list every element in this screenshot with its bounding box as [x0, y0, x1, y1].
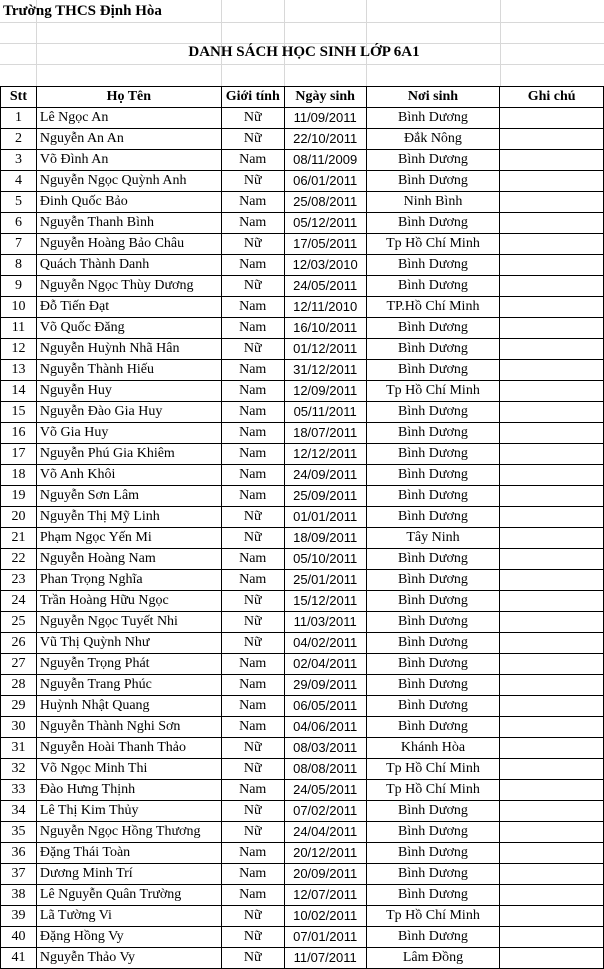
- cell-notes[interactable]: [500, 213, 604, 234]
- cell-gender[interactable]: Nữ: [221, 612, 284, 633]
- school-name: Trường THCS Định Hòa: [3, 3, 162, 19]
- cell-name[interactable]: Nguyễn Trang Phúc: [36, 675, 221, 696]
- cell-dob[interactable]: 25/01/2011: [284, 570, 366, 591]
- cell-notes[interactable]: [500, 171, 604, 192]
- cell-notes[interactable]: [500, 570, 604, 591]
- cell-gender[interactable]: Nam: [221, 465, 284, 486]
- cell-name[interactable]: Võ Quốc Đăng: [36, 318, 221, 339]
- cell-notes[interactable]: [500, 864, 604, 885]
- cell-stt[interactable]: 32: [1, 759, 37, 780]
- cell-gender[interactable]: Nữ: [221, 633, 284, 654]
- cell-dob[interactable]: 12/03/2010: [284, 255, 366, 276]
- cell-dob[interactable]: 12/07/2011: [284, 885, 366, 906]
- cell-stt[interactable]: 31: [1, 738, 37, 759]
- cell-notes[interactable]: [500, 192, 604, 213]
- table-row: [1, 654, 604, 675]
- cell-birthplace[interactable]: Bình Dương: [366, 612, 500, 633]
- cell-stt[interactable]: 1: [1, 108, 37, 129]
- cell-name[interactable]: Nguyễn Thanh Bình: [36, 213, 221, 234]
- cell-stt[interactable]: 13: [1, 360, 37, 381]
- cell-name[interactable]: Đinh Quốc Bảo: [36, 192, 221, 213]
- cell-notes[interactable]: [500, 633, 604, 654]
- cell-name[interactable]: Huỳnh Nhật Quang: [36, 696, 221, 717]
- cell-stt[interactable]: 4: [1, 171, 37, 192]
- table-row: [1, 780, 604, 801]
- table-row: [1, 570, 604, 591]
- table-row: [1, 864, 604, 885]
- table-row: [1, 486, 604, 507]
- cell-dob[interactable]: 04/02/2011: [284, 633, 366, 654]
- cell-gender[interactable]: Nam: [221, 444, 284, 465]
- cell-name[interactable]: Nguyễn Trọng Phát: [36, 654, 221, 675]
- cell-birthplace[interactable]: Ninh Bình: [366, 192, 500, 213]
- cell-stt[interactable]: 17: [1, 444, 37, 465]
- cell-birthplace[interactable]: Bình Dương: [366, 255, 500, 276]
- cell-dob[interactable]: 08/03/2011: [284, 738, 366, 759]
- cell-gender[interactable]: Nam: [221, 675, 284, 696]
- cell-birthplace[interactable]: Bình Dương: [366, 675, 500, 696]
- cell-stt[interactable]: 39: [1, 906, 37, 927]
- table-row: [1, 423, 604, 444]
- table-row: [1, 843, 604, 864]
- cell-stt[interactable]: 38: [1, 885, 37, 906]
- cell-name[interactable]: Lê Nguyễn Quân Trường: [36, 885, 221, 906]
- cell-stt[interactable]: 6: [1, 213, 37, 234]
- cell-dob[interactable]: 05/10/2011: [284, 549, 366, 570]
- cell-gender[interactable]: Nữ: [221, 276, 284, 297]
- cell-name[interactable]: Võ Đình An: [36, 150, 221, 171]
- cell-stt[interactable]: 7: [1, 234, 37, 255]
- table-row: [1, 507, 604, 528]
- cell-stt[interactable]: 37: [1, 864, 37, 885]
- cell-gender[interactable]: Nam: [221, 885, 284, 906]
- cell-name[interactable]: Đặng Thái Toàn: [36, 843, 221, 864]
- cell-gender[interactable]: Nữ: [221, 759, 284, 780]
- cell-gender[interactable]: Nam: [221, 318, 284, 339]
- cell-stt[interactable]: 28: [1, 675, 37, 696]
- cell-gender[interactable]: Nam: [221, 717, 284, 738]
- cell-notes[interactable]: [500, 906, 604, 927]
- cell-notes[interactable]: [500, 276, 604, 297]
- cell-dob[interactable]: 12/11/2010: [284, 297, 366, 318]
- cell-birthplace[interactable]: Bình Dương: [366, 927, 500, 948]
- cell-notes[interactable]: [500, 843, 604, 864]
- cell-dob[interactable]: 24/05/2011: [284, 276, 366, 297]
- cell-birthplace[interactable]: Tây Ninh: [366, 528, 500, 549]
- cell-name[interactable]: Nguyễn Hoàng Bảo Châu: [36, 234, 221, 255]
- cell-stt[interactable]: 34: [1, 801, 37, 822]
- cell-notes[interactable]: [500, 717, 604, 738]
- cell-stt[interactable]: 29: [1, 696, 37, 717]
- cell-birthplace[interactable]: Bình Dương: [366, 360, 500, 381]
- cell-stt[interactable]: 18: [1, 465, 37, 486]
- cell-name[interactable]: Nguyễn Thành Hiếu: [36, 360, 221, 381]
- cell-dob[interactable]: 20/12/2011: [284, 843, 366, 864]
- cell-notes[interactable]: [500, 465, 604, 486]
- cell-notes[interactable]: [500, 591, 604, 612]
- cell-name[interactable]: Lã Tường Vi: [36, 906, 221, 927]
- cell-dob[interactable]: 01/12/2011: [284, 339, 366, 360]
- table-row: [1, 465, 604, 486]
- cell-gender[interactable]: Nữ: [221, 906, 284, 927]
- cell-notes[interactable]: [500, 486, 604, 507]
- cell-notes[interactable]: [500, 948, 604, 969]
- cell-gender[interactable]: Nam: [221, 843, 284, 864]
- cell-stt[interactable]: 36: [1, 843, 37, 864]
- table-row: [1, 192, 604, 213]
- cell-birthplace[interactable]: Bình Dương: [366, 801, 500, 822]
- cell-stt[interactable]: 25: [1, 612, 37, 633]
- cell-gender[interactable]: Nữ: [221, 528, 284, 549]
- cell-notes[interactable]: [500, 318, 604, 339]
- cell-notes[interactable]: [500, 234, 604, 255]
- cell-birthplace[interactable]: Bình Dương: [366, 444, 500, 465]
- cell-gender[interactable]: Nam: [221, 780, 284, 801]
- cell-birthplace[interactable]: Tp Hồ Chí Minh: [366, 780, 500, 801]
- cell-stt[interactable]: 12: [1, 339, 37, 360]
- cell-birthplace[interactable]: Bình Dương: [366, 696, 500, 717]
- cell-notes[interactable]: [500, 549, 604, 570]
- cell-dob[interactable]: 17/05/2011: [284, 234, 366, 255]
- cell-notes[interactable]: [500, 360, 604, 381]
- cell-birthplace[interactable]: Tp Hồ Chí Minh: [366, 381, 500, 402]
- cell-dob[interactable]: 12/09/2011: [284, 381, 366, 402]
- cell-birthplace[interactable]: Bình Dương: [366, 570, 500, 591]
- cell-birthplace[interactable]: Bình Dương: [366, 213, 500, 234]
- cell-notes[interactable]: [500, 381, 604, 402]
- cell-birthplace[interactable]: Lâm Đồng: [366, 948, 500, 969]
- cell-notes[interactable]: [500, 255, 604, 276]
- cell-birthplace[interactable]: Bình Dương: [366, 423, 500, 444]
- cell-stt[interactable]: 3: [1, 150, 37, 171]
- cell-dob[interactable]: 22/10/2011: [284, 129, 366, 150]
- table-row: [1, 444, 604, 465]
- cell-notes[interactable]: [500, 759, 604, 780]
- cell-dob[interactable]: 25/08/2011: [284, 192, 366, 213]
- cell-notes[interactable]: [500, 129, 604, 150]
- cell-name[interactable]: Nguyễn Thị Mỹ Linh: [36, 507, 221, 528]
- cell-birthplace[interactable]: Bình Dương: [366, 318, 500, 339]
- cell-notes[interactable]: [500, 696, 604, 717]
- cell-dob[interactable]: 07/01/2011: [284, 927, 366, 948]
- cell-stt[interactable]: 21: [1, 528, 37, 549]
- cell-gender[interactable]: Nam: [221, 864, 284, 885]
- cell-birthplace[interactable]: Tp Hồ Chí Minh: [366, 906, 500, 927]
- table-header-row: [1, 87, 604, 108]
- table-row: [1, 381, 604, 402]
- cell-stt[interactable]: 20: [1, 507, 37, 528]
- cell-gender[interactable]: Nữ: [221, 948, 284, 969]
- cell-name[interactable]: Nguyễn An An: [36, 129, 221, 150]
- cell-name[interactable]: Đào Hưng Thịnh: [36, 780, 221, 801]
- cell-birthplace[interactable]: TP.Hồ Chí Minh: [366, 297, 500, 318]
- cell-name[interactable]: Nguyễn Hoàng Nam: [36, 549, 221, 570]
- cell-notes[interactable]: [500, 780, 604, 801]
- table-row: [1, 171, 604, 192]
- cell-birthplace[interactable]: Bình Dương: [366, 276, 500, 297]
- cell-gender[interactable]: Nữ: [221, 108, 284, 129]
- cell-notes[interactable]: [500, 444, 604, 465]
- cell-gender[interactable]: Nam: [221, 654, 284, 675]
- cell-notes[interactable]: [500, 150, 604, 171]
- cell-birthplace[interactable]: Bình Dương: [366, 549, 500, 570]
- cell-birthplace[interactable]: Bình Dương: [366, 339, 500, 360]
- cell-notes[interactable]: [500, 507, 604, 528]
- cell-name[interactable]: Phạm Ngọc Yến Mi: [36, 528, 221, 549]
- cell-name[interactable]: Vũ Thị Quỳnh Như: [36, 633, 221, 654]
- cell-gender[interactable]: Nam: [221, 255, 284, 276]
- cell-dob[interactable]: 20/09/2011: [284, 864, 366, 885]
- table-row: [1, 927, 604, 948]
- cell-birthplace[interactable]: Bình Dương: [366, 864, 500, 885]
- cell-birthplace[interactable]: Bình Dương: [366, 150, 500, 171]
- title-text: DANH SÁCH HỌC SINH LỚP 6A1: [188, 44, 420, 60]
- cell-name[interactable]: Nguyễn Ngọc Quỳnh Anh: [36, 171, 221, 192]
- table-row: [1, 339, 604, 360]
- cell-stt[interactable]: 27: [1, 654, 37, 675]
- cell-dob[interactable]: 02/04/2011: [284, 654, 366, 675]
- cell-dob[interactable]: 29/09/2011: [284, 675, 366, 696]
- table-row: [1, 360, 604, 381]
- cell-stt[interactable]: 24: [1, 591, 37, 612]
- cell-name[interactable]: Võ Anh Khôi: [36, 465, 221, 486]
- cell-birthplace[interactable]: Bình Dương: [366, 591, 500, 612]
- cell-name[interactable]: Lê Ngọc An: [36, 108, 221, 129]
- cell-gender[interactable]: Nam: [221, 423, 284, 444]
- cell-name[interactable]: Nguyễn Thành Nghi Sơn: [36, 717, 221, 738]
- cell-notes[interactable]: [500, 654, 604, 675]
- cell-name[interactable]: Nguyễn Hoài Thanh Thảo: [36, 738, 221, 759]
- cell-gender[interactable]: Nam: [221, 381, 284, 402]
- column-header-name[interactable]: Họ Tên: [36, 87, 221, 108]
- cell-birthplace[interactable]: Tp Hồ Chí Minh: [366, 234, 500, 255]
- cell-stt[interactable]: 26: [1, 633, 37, 654]
- cell-notes[interactable]: [500, 675, 604, 696]
- cell-dob[interactable]: 07/02/2011: [284, 801, 366, 822]
- cell-notes[interactable]: [500, 297, 604, 318]
- cell-dob[interactable]: 31/12/2011: [284, 360, 366, 381]
- table-row: [1, 948, 604, 969]
- page-title: [0, 44, 604, 61]
- cell-notes[interactable]: [500, 885, 604, 906]
- cell-dob[interactable]: 08/11/2009: [284, 150, 366, 171]
- cell-notes[interactable]: [500, 402, 604, 423]
- cell-name[interactable]: Nguyễn Ngọc Thùy Dương: [36, 276, 221, 297]
- cell-stt[interactable]: 11: [1, 318, 37, 339]
- cell-stt[interactable]: 5: [1, 192, 37, 213]
- cell-gender[interactable]: Nam: [221, 486, 284, 507]
- cell-stt[interactable]: 8: [1, 255, 37, 276]
- column-header-dob[interactable]: Ngày sinh: [284, 87, 366, 108]
- table-row: [1, 591, 604, 612]
- cell-gender[interactable]: Nam: [221, 570, 284, 591]
- cell-dob[interactable]: 05/11/2011: [284, 402, 366, 423]
- cell-gender[interactable]: Nữ: [221, 234, 284, 255]
- cell-stt[interactable]: 22: [1, 549, 37, 570]
- table-row: [1, 675, 604, 696]
- cell-name[interactable]: Nguyễn Huy: [36, 381, 221, 402]
- cell-birthplace[interactable]: Bình Dương: [366, 843, 500, 864]
- cell-name[interactable]: Quách Thành Danh: [36, 255, 221, 276]
- table-row: [1, 234, 604, 255]
- column-header-notes[interactable]: Ghi chú: [500, 87, 604, 108]
- cell-name[interactable]: Nguyễn Ngọc Hồng Thương: [36, 822, 221, 843]
- cell-notes[interactable]: [500, 528, 604, 549]
- cell-gender[interactable]: Nữ: [221, 738, 284, 759]
- cell-stt[interactable]: 23: [1, 570, 37, 591]
- cell-name[interactable]: Nguyễn Đào Gia Huy: [36, 402, 221, 423]
- cell-dob[interactable]: 11/03/2011: [284, 612, 366, 633]
- cell-dob[interactable]: 16/10/2011: [284, 318, 366, 339]
- cell-gender[interactable]: Nữ: [221, 801, 284, 822]
- cell-name[interactable]: Võ Gia Huy: [36, 423, 221, 444]
- table-row: [1, 549, 604, 570]
- table-body: [1, 108, 604, 969]
- column-header-stt[interactable]: Stt: [1, 87, 37, 108]
- cell-gender[interactable]: Nữ: [221, 171, 284, 192]
- cell-dob[interactable]: 25/09/2011: [284, 486, 366, 507]
- column-header-birthplace[interactable]: Nơi sinh: [366, 87, 500, 108]
- cell-dob[interactable]: 01/01/2011: [284, 507, 366, 528]
- cell-birthplace[interactable]: Tp Hồ Chí Minh: [366, 759, 500, 780]
- cell-birthplace[interactable]: Bình Dương: [366, 486, 500, 507]
- table-row: [1, 528, 604, 549]
- cell-birthplace[interactable]: Bình Dương: [366, 108, 500, 129]
- cell-dob[interactable]: 05/12/2011: [284, 213, 366, 234]
- cell-dob[interactable]: 15/12/2011: [284, 591, 366, 612]
- cell-gender[interactable]: Nam: [221, 192, 284, 213]
- table-row: [1, 822, 604, 843]
- cell-gender[interactable]: Nam: [221, 297, 284, 318]
- cell-stt[interactable]: 9: [1, 276, 37, 297]
- cell-stt[interactable]: 2: [1, 129, 37, 150]
- cell-dob[interactable]: 11/09/2011: [284, 108, 366, 129]
- cell-gender[interactable]: Nữ: [221, 507, 284, 528]
- cell-notes[interactable]: [500, 822, 604, 843]
- cell-dob[interactable]: 24/04/2011: [284, 822, 366, 843]
- cell-notes[interactable]: [500, 339, 604, 360]
- table-row: [1, 885, 604, 906]
- cell-name[interactable]: Nguyễn Thảo Vy: [36, 948, 221, 969]
- cell-gender[interactable]: Nam: [221, 696, 284, 717]
- cell-gender[interactable]: Nữ: [221, 591, 284, 612]
- cell-notes[interactable]: [500, 423, 604, 444]
- cell-birthplace[interactable]: Bình Dương: [366, 654, 500, 675]
- cell-dob[interactable]: 18/09/2011: [284, 528, 366, 549]
- cell-dob[interactable]: 24/09/2011: [284, 465, 366, 486]
- cell-dob[interactable]: 11/07/2011: [284, 948, 366, 969]
- cell-gender[interactable]: Nữ: [221, 822, 284, 843]
- cell-gender[interactable]: Nam: [221, 213, 284, 234]
- cell-gender[interactable]: Nữ: [221, 129, 284, 150]
- table-row: [1, 276, 604, 297]
- table-row: [1, 696, 604, 717]
- cell-name[interactable]: Võ Ngọc Minh Thi: [36, 759, 221, 780]
- cell-birthplace[interactable]: Khánh Hòa: [366, 738, 500, 759]
- cell-notes[interactable]: [500, 612, 604, 633]
- cell-dob[interactable]: 18/07/2011: [284, 423, 366, 444]
- cell-dob[interactable]: 04/06/2011: [284, 717, 366, 738]
- cell-gender[interactable]: Nam: [221, 549, 284, 570]
- table-row: [1, 759, 604, 780]
- cell-birthplace[interactable]: Bình Dương: [366, 402, 500, 423]
- cell-stt[interactable]: 10: [1, 297, 37, 318]
- cell-stt[interactable]: 35: [1, 822, 37, 843]
- cell-birthplace[interactable]: Đắk Nông: [366, 129, 500, 150]
- column-header-gender[interactable]: Giới tính: [221, 87, 284, 108]
- cell-name[interactable]: Nguyễn Ngọc Tuyết Nhi: [36, 612, 221, 633]
- cell-birthplace[interactable]: Bình Dương: [366, 822, 500, 843]
- cell-birthplace[interactable]: Bình Dương: [366, 717, 500, 738]
- cell-name[interactable]: Đỗ Tiến Đạt: [36, 297, 221, 318]
- table-row: [1, 108, 604, 129]
- table-row: [1, 318, 604, 339]
- cell-gender[interactable]: Nam: [221, 402, 284, 423]
- cell-notes[interactable]: [500, 108, 604, 129]
- student-table: [0, 86, 604, 969]
- cell-stt[interactable]: 41: [1, 948, 37, 969]
- cell-name[interactable]: Đặng Hồng Vy: [36, 927, 221, 948]
- cell-name[interactable]: Dương Minh Trí: [36, 864, 221, 885]
- cell-gender[interactable]: Nữ: [221, 927, 284, 948]
- table-row: [1, 801, 604, 822]
- cell-dob[interactable]: 08/08/2011: [284, 759, 366, 780]
- table-row: [1, 150, 604, 171]
- cell-dob[interactable]: 06/01/2011: [284, 171, 366, 192]
- cell-stt[interactable]: 16: [1, 423, 37, 444]
- table-row: [1, 213, 604, 234]
- cell-name[interactable]: Lê Thị Kim Thủy: [36, 801, 221, 822]
- cell-dob[interactable]: 10/02/2011: [284, 906, 366, 927]
- table-row: [1, 297, 604, 318]
- table-row: [1, 612, 604, 633]
- table-row: [1, 633, 604, 654]
- cell-notes[interactable]: [500, 927, 604, 948]
- cell-notes[interactable]: [500, 801, 604, 822]
- cell-stt[interactable]: 15: [1, 402, 37, 423]
- cell-dob[interactable]: 24/05/2011: [284, 780, 366, 801]
- cell-name[interactable]: Phan Trọng Nghĩa: [36, 570, 221, 591]
- cell-stt[interactable]: 40: [1, 927, 37, 948]
- cell-birthplace[interactable]: Bình Dương: [366, 633, 500, 654]
- cell-name[interactable]: Nguyễn Phú Gia Khiêm: [36, 444, 221, 465]
- cell-name[interactable]: Trần Hoàng Hữu Ngọc: [36, 591, 221, 612]
- cell-dob[interactable]: 06/05/2011: [284, 696, 366, 717]
- table-row: [1, 255, 604, 276]
- cell-name[interactable]: Nguyễn Huỳnh Nhã Hân: [36, 339, 221, 360]
- cell-stt[interactable]: 14: [1, 381, 37, 402]
- cell-gender[interactable]: Nam: [221, 150, 284, 171]
- table-row: [1, 717, 604, 738]
- cell-stt[interactable]: 19: [1, 486, 37, 507]
- table-row: [1, 906, 604, 927]
- cell-gender[interactable]: Nam: [221, 360, 284, 381]
- cell-gender[interactable]: Nữ: [221, 339, 284, 360]
- cell-birthplace[interactable]: Bình Dương: [366, 465, 500, 486]
- table-row: [1, 402, 604, 423]
- cell-birthplace[interactable]: Bình Dương: [366, 507, 500, 528]
- cell-notes[interactable]: [500, 738, 604, 759]
- table-row: [1, 738, 604, 759]
- cell-stt[interactable]: 30: [1, 717, 37, 738]
- cell-birthplace[interactable]: Bình Dương: [366, 171, 500, 192]
- cell-stt[interactable]: 33: [1, 780, 37, 801]
- table-row: [1, 129, 604, 150]
- cell-name[interactable]: Nguyễn Sơn Lâm: [36, 486, 221, 507]
- cell-birthplace[interactable]: Bình Dương: [366, 885, 500, 906]
- cell-dob[interactable]: 12/12/2011: [284, 444, 366, 465]
